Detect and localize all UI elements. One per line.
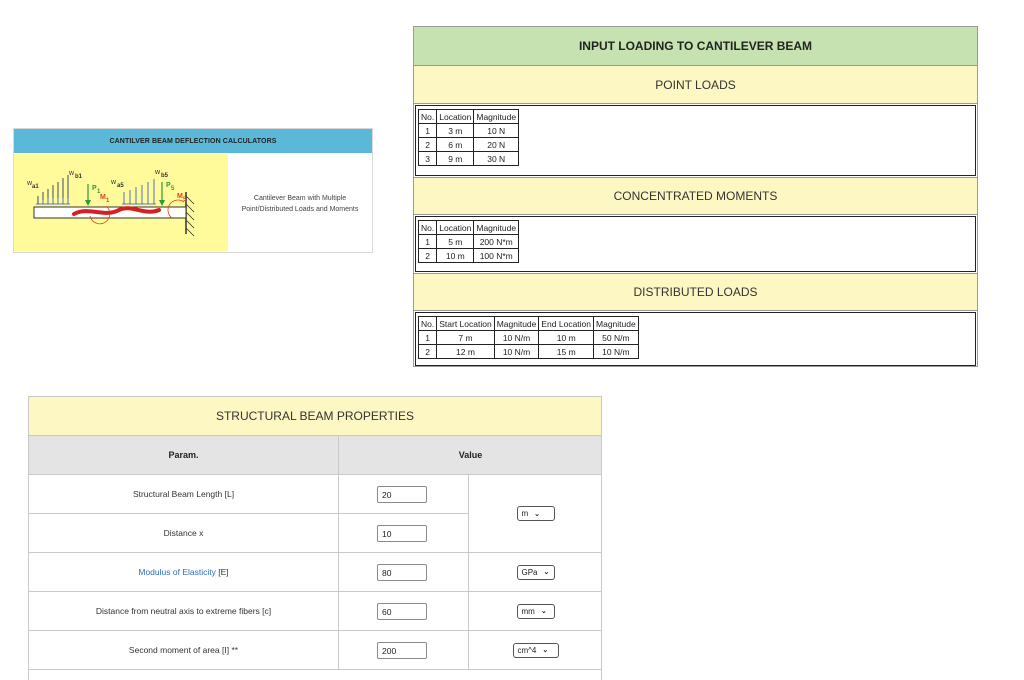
svg-text:a1: a1 (32, 184, 39, 190)
distance-unit-value: mm (521, 606, 535, 616)
point-loads-table (418, 109, 519, 166)
cell-no: 2 (419, 249, 437, 263)
moments-panel (415, 216, 976, 272)
param-column-header: Param. (29, 436, 339, 474)
beam-length-input[interactable] (377, 486, 427, 503)
property-unit-cell (469, 592, 602, 630)
table-row (419, 138, 519, 152)
calculator-card[interactable] (13, 128, 373, 253)
property-label: Second moment of area [I] ** (29, 631, 339, 669)
length-unit-cell (469, 475, 602, 553)
distributed-loads-panel (415, 312, 976, 366)
length-unit-select[interactable] (517, 506, 555, 521)
label-m1: M (100, 194, 106, 201)
cell-end-location: 15 m (539, 345, 594, 359)
table-row (419, 249, 519, 263)
cell-no: 1 (419, 124, 437, 138)
cell-no: 1 (419, 331, 437, 345)
cell-no: 2 (419, 138, 437, 152)
property-value-cell (339, 631, 469, 669)
table-row (419, 152, 519, 166)
point-loads-heading: POINT LOADS (414, 66, 977, 104)
col-no: No. (419, 317, 437, 331)
cell-no: 2 (419, 345, 437, 359)
table-row (419, 235, 519, 249)
svg-text:b5: b5 (161, 173, 169, 179)
label-wb5: w (155, 169, 161, 176)
label-wb1: w (69, 170, 75, 177)
col-magnitude: Magnitude (474, 221, 519, 235)
table-row (419, 124, 519, 138)
cell-magnitude: 10 N (474, 124, 519, 138)
distributed-loads-table (418, 316, 639, 359)
svg-text:5: 5 (171, 186, 175, 192)
col-no: No. (419, 110, 437, 124)
cell-magnitude: 200 N*m (474, 235, 519, 249)
property-label: Distance from neutral axis to extreme fibers [c] (29, 592, 339, 630)
modulus-unit-select[interactable] (517, 565, 555, 580)
cantilever-beam-diagram[interactable] (14, 154, 228, 251)
area-moment-unit-select[interactable] (513, 643, 559, 658)
beam-properties-title: STRUCTURAL BEAM PROPERTIES (29, 397, 601, 436)
property-unit-cell (469, 553, 602, 591)
cell-end-magnitude: 50 N/m (594, 331, 639, 345)
col-end-magnitude: Magnitude (594, 317, 639, 331)
property-label: Structural Beam Length [L] (29, 475, 339, 513)
property-label (29, 553, 339, 591)
cell-end-magnitude: 10 N/m (594, 345, 639, 359)
cell-location: 10 m (437, 249, 474, 263)
property-value-cell (339, 592, 469, 630)
cell-end-location: 10 m (539, 331, 594, 345)
property-value-cell (339, 553, 469, 591)
modulus-input[interactable] (377, 564, 427, 581)
chevron-down-icon: ⌄ (543, 569, 550, 576)
cell-no: 3 (419, 152, 437, 166)
cell-location: 3 m (437, 124, 474, 138)
loading-panel-title: INPUT LOADING TO CANTILEVER BEAM (414, 27, 977, 66)
table-row (419, 345, 639, 359)
value-column-header: Value (458, 450, 483, 460)
area-moment-unit-value: cm^4 (517, 645, 537, 655)
col-start-location: Start Location (437, 317, 494, 331)
property-row-modulus (29, 553, 602, 592)
label-wa5: w (111, 179, 117, 186)
distributed-header-row (419, 317, 639, 331)
modulus-of-elasticity-link[interactable]: Modulus of Elasticity (138, 567, 216, 577)
property-row-second-moment (29, 631, 602, 670)
neutral-axis-distance-input[interactable] (377, 603, 427, 620)
chevron-down-icon: ⌄ (534, 510, 541, 518)
col-location: Location (437, 221, 474, 235)
chevron-down-icon: ⌄ (542, 647, 549, 654)
label-wa1: w (27, 180, 33, 187)
cell-magnitude: 20 N (474, 138, 519, 152)
col-location: Location (437, 110, 474, 124)
label-p5: P (166, 182, 171, 189)
point-loads-header-row (419, 110, 519, 124)
second-moment-input[interactable] (377, 642, 427, 659)
svg-text:5: 5 (183, 197, 187, 203)
length-unit-value: m (521, 509, 529, 518)
properties-header-row (29, 436, 601, 475)
cell-no: 1 (419, 235, 437, 249)
chevron-down-icon: ⌄ (540, 608, 547, 615)
cell-magnitude: 30 N (474, 152, 519, 166)
svg-text:1: 1 (97, 189, 101, 195)
property-label-suffix: [E] (215, 567, 229, 577)
cell-magnitude: 100 N*m (474, 249, 519, 263)
cell-location: 6 m (437, 138, 474, 152)
moments-header-row (419, 221, 519, 235)
cell-start-location: 7 m (437, 331, 494, 345)
svg-text:a5: a5 (117, 183, 124, 189)
col-magnitude: Magnitude (474, 110, 519, 124)
distance-unit-select[interactable] (517, 604, 555, 619)
svg-text:b1: b1 (75, 174, 83, 180)
property-value-cell (339, 514, 469, 552)
cell-start-magnitude: 10 N/m (494, 345, 539, 359)
moments-heading: CONCENTRATED MOMENTS (414, 177, 977, 215)
distributed-loads-heading: DISTRIBUTED LOADS (414, 273, 977, 311)
point-loads-panel (415, 105, 976, 176)
col-start-magnitude: Magnitude (494, 317, 539, 331)
distance-x-input[interactable] (377, 525, 427, 542)
label-m5: M (177, 193, 183, 200)
beam-properties-panel (28, 396, 602, 680)
label-p1: P (92, 185, 97, 192)
cell-start-magnitude: 10 N/m (494, 331, 539, 345)
table-row (419, 331, 639, 345)
cell-start-location: 12 m (437, 345, 494, 359)
property-unit-cell (469, 631, 602, 669)
property-label: Distance x (29, 514, 339, 552)
calculator-card-caption: Cantilever Beam with Multiple Point/Distributed Loads and Moments (241, 195, 359, 213)
svg-text:1: 1 (106, 198, 110, 204)
cell-location: 9 m (437, 152, 474, 166)
cell-location: 5 m (437, 235, 474, 249)
property-row-neutral-axis (29, 592, 602, 631)
moments-table (418, 220, 519, 263)
beam-diagram-svg (14, 154, 228, 251)
calculator-card-title: CANTILVER BEAM DEFLECTION CALCULATORS (14, 129, 372, 153)
modulus-unit-value: GPa (521, 567, 538, 577)
col-no: No. (419, 221, 437, 235)
property-value-cell (339, 475, 469, 513)
loading-panel (413, 26, 978, 367)
col-end-location: End Location (539, 317, 594, 331)
